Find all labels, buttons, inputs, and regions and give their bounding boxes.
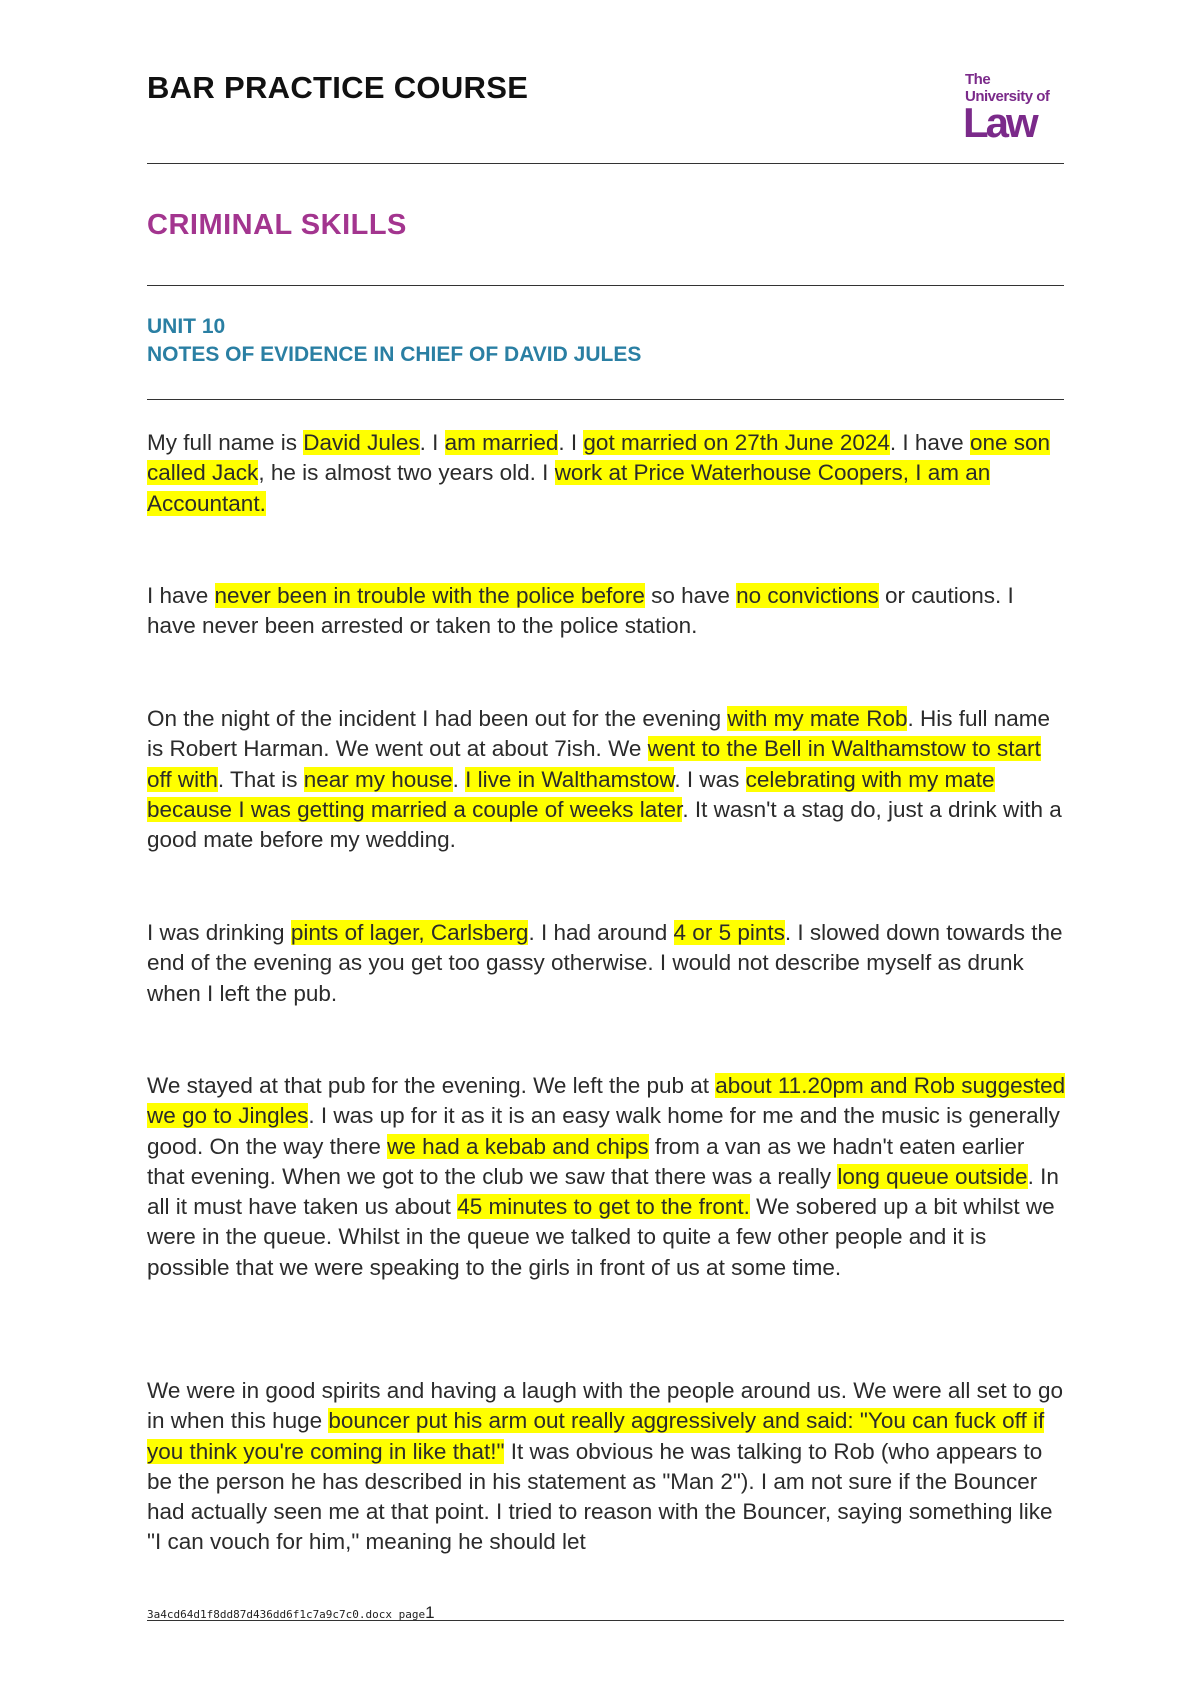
text-run: . In all it must have taken us about xyxy=(147,1163,1059,1220)
text-run: from a van as we hadn't eaten earlier that evening. When we got to the club we saw that there was a really xyxy=(147,1133,1025,1189)
text-run: My full name is xyxy=(147,430,304,455)
paragraph-bouncer xyxy=(147,1376,1067,1558)
unit-number: UNIT 10 xyxy=(147,315,226,338)
paragraph-queue xyxy=(147,1071,1067,1283)
text-run: . I was up for it as it is an easy walk home for me and the music is generally good. On the way there xyxy=(147,1103,1060,1159)
footer-divider xyxy=(147,1620,1064,1621)
highlighted-text: with my mate Rob xyxy=(727,706,908,731)
university-of-law-logo xyxy=(965,70,1065,150)
text-run: or cautions. I have never been arrested or taken to the police station. xyxy=(147,583,1014,639)
highlighted-text: long queue outside xyxy=(837,1163,1028,1189)
highlighted-text: David Jules xyxy=(303,430,420,455)
unit-subtitle: NOTES OF EVIDENCE IN CHIEF OF DAVID JULES xyxy=(147,343,642,366)
highlighted-text: am married xyxy=(444,430,559,455)
paragraph-night-out xyxy=(147,704,1067,855)
highlighted-text: got married on 27th June 2024 xyxy=(583,430,890,455)
text-run: . I had around xyxy=(528,920,674,945)
highlighted-text: near my house xyxy=(303,766,453,792)
text-run: . I xyxy=(558,430,584,455)
highlighted-text: 4 or 5 pints xyxy=(673,920,785,945)
footer-page-number: 1 xyxy=(425,1603,435,1622)
text-run: I have xyxy=(147,583,215,608)
text-run: It was obvious he was talking to Rob (who appears to be the person he has described in his statement as "Man 2"). I am not sure if the Bouncer had actually seen me at that point. I tried to reason with the Bouncer, saying something like "I can vouch for him," meaning he should let xyxy=(147,1438,1053,1555)
highlighted-text: bouncer put his arm out really aggressively and said: "You can fuck off if you think you're coming in like that!" xyxy=(147,1408,1045,1464)
text-run: . I was xyxy=(674,766,746,792)
highlighted-text: one son called Jack xyxy=(147,430,1051,486)
text-run: , he is almost two years old. I xyxy=(258,460,555,486)
text-run: . His full name is Robert Harman. We went out at about 7ish. We xyxy=(147,706,1051,762)
text-run: I was drinking xyxy=(147,920,291,945)
paragraph-drinking xyxy=(147,918,1067,1009)
header-divider xyxy=(147,163,1064,164)
highlighted-text: pints of lager, Carlsberg xyxy=(290,920,529,945)
text-run: We stayed at that pub for the evening. We left the pub at xyxy=(147,1073,716,1098)
section-title: CRIMINAL SKILLS xyxy=(147,209,407,241)
text-run: . It wasn't a stag do, just a drink with a good mate before my wedding. xyxy=(147,796,1062,853)
logo-text-university-of: University of xyxy=(965,88,1050,105)
text-run: . I xyxy=(419,430,445,455)
text-run: . I have xyxy=(889,430,970,455)
highlighted-text: about 11.20pm and Rob suggested we go to Jingles xyxy=(147,1073,1066,1129)
highlighted-text: celebrating with my mate because I was getting married a couple of weeks later xyxy=(147,766,995,822)
paragraph-record xyxy=(147,581,1067,642)
text-run: . I slowed down towards the end of the evening as you get too gassy otherwise. I would not describe myself as drunk when I left the pub. xyxy=(147,920,1063,1006)
highlighted-text: 45 minutes to get to the front. xyxy=(457,1194,750,1220)
footer-filename: 3a4cd64d1f8dd87d436dd6f1c7a9c7c0.docx xyxy=(147,1608,393,1621)
highlighted-text: I live in Walthamstow xyxy=(465,766,675,792)
course-title: BAR PRACTICE COURSE xyxy=(147,70,529,105)
section-divider xyxy=(147,285,1064,286)
text-run: . xyxy=(452,766,466,792)
highlighted-text: went to the Bell in Walthamstow to start off with xyxy=(147,736,1041,792)
text-run: so have xyxy=(644,583,737,608)
text-run: We sobered up a bit whilst we were in the queue. Whilst in the queue we talked to quite a few other people and it is possible that we were speaking to the girls in front of us at some time. xyxy=(147,1194,1055,1280)
logo-text-the: The xyxy=(965,71,991,88)
highlighted-text: we had a kebab and chips xyxy=(387,1133,649,1159)
footer-page-label: page xyxy=(398,1608,426,1621)
highlighted-text: never been in trouble with the police before xyxy=(214,583,645,608)
text-run: We were in good spirits and having a laugh with the people around us. We were all set to go in when this huge xyxy=(147,1378,1063,1434)
unit-divider xyxy=(147,399,1064,400)
text-run: On the night of the incident I had been out for the evening xyxy=(147,706,728,731)
text-run: . That is xyxy=(217,766,304,792)
highlighted-text: work at Price Waterhouse Coopers, I am an Accountant. xyxy=(147,460,991,516)
highlighted-text: no convictions xyxy=(736,583,879,608)
paragraph-personal-details xyxy=(147,428,1067,519)
logo-text-law: Law xyxy=(963,99,1036,146)
